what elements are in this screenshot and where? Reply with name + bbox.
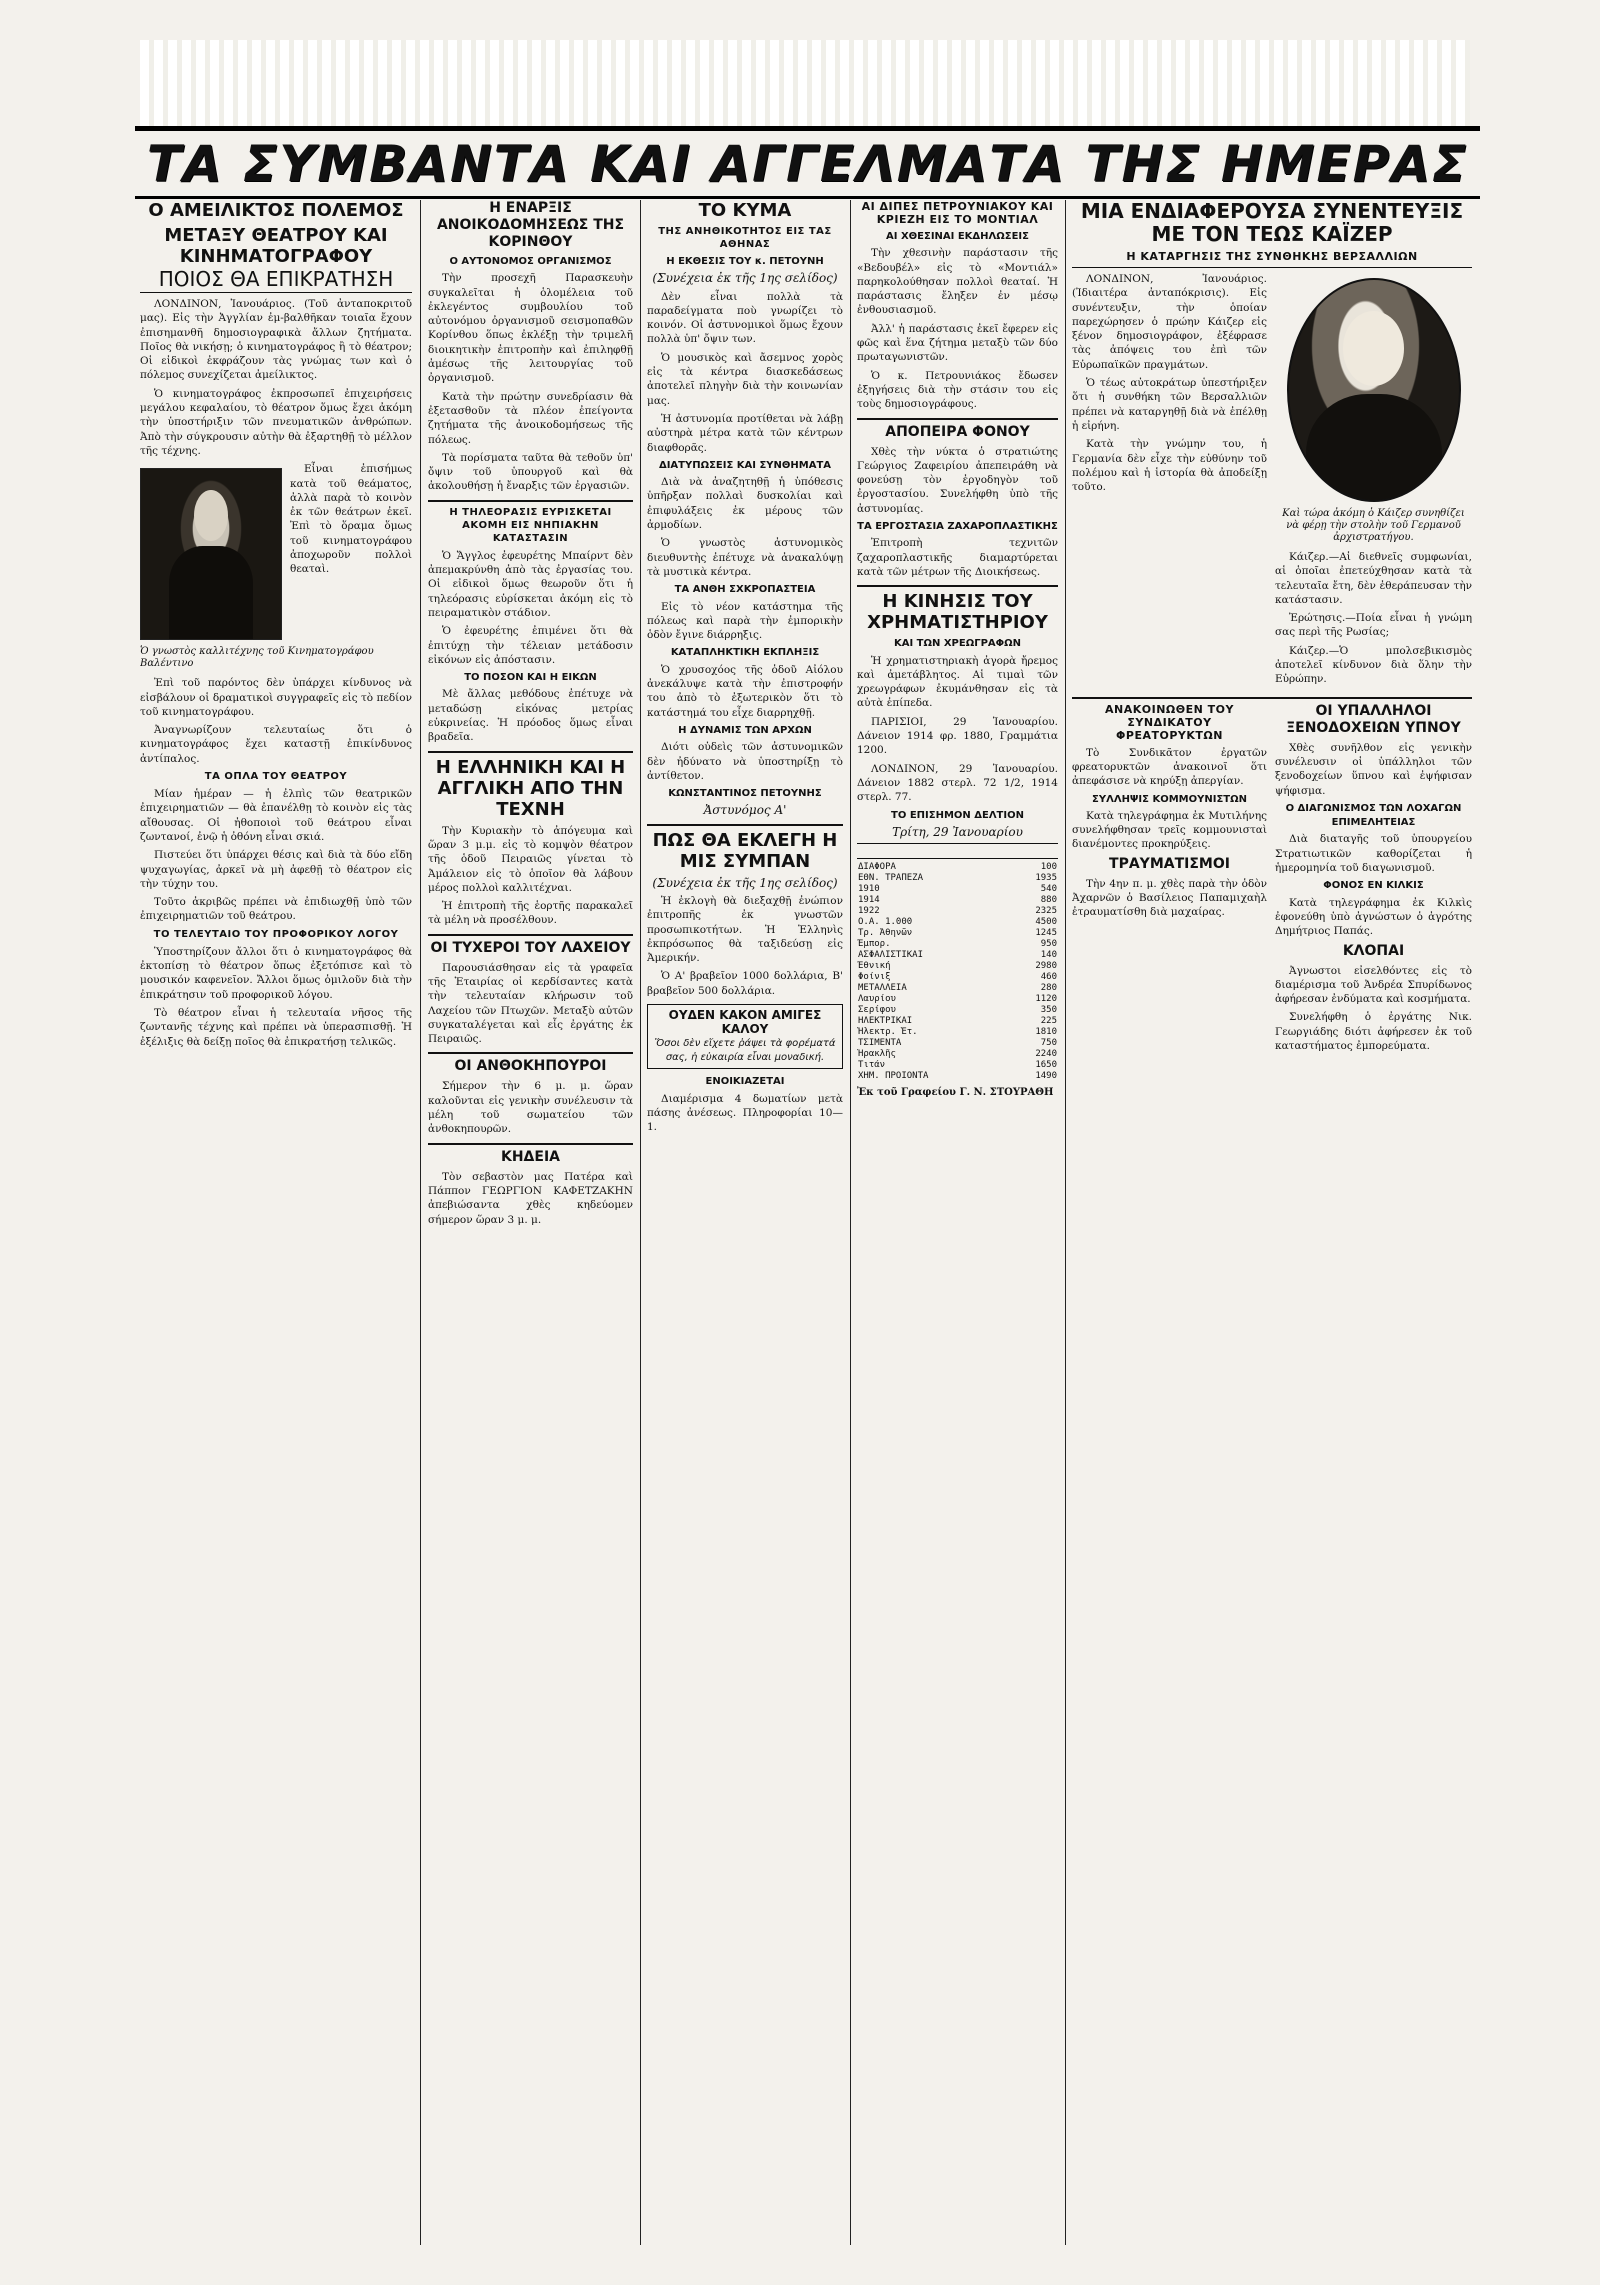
stock-price: 1935 — [1035, 873, 1057, 884]
article-paragraph: Δὲν εἶναι πολλὰ τὰ παραδείγματα ποὺ γνωρίζει τὸ κοινόν. Οἱ ἀστυνομικοὶ ὅμως ἔχουν πολλὰ ὑπ' ὄψιν των. — [647, 290, 843, 346]
continuation-note: (Συνέχεια ἐκ τῆς 1ης σελίδος) — [652, 271, 838, 286]
headline: ΑΝΑΚΟΙΝΩΘΕΝ ΤΟΥ ΣΥΝΔΙΚΑΤΟΥ ΦΡΕΑΤΟΡΥΚΤΩΝ — [1105, 702, 1234, 742]
article-paragraph: Ὁ Α' βραβεῖον 1000 δολλάρια, Β' βραβεῖον 500 δολλάρια. — [647, 970, 843, 997]
stock-price: 1490 — [1035, 1071, 1057, 1082]
headline: Η ΕΛΛΗΝΙΚΗ ΚΑΙ Η ΑΓΓΛΙΚΗ ΑΠΟ ΤΗΝ ΤΕΧΝΗ — [435, 756, 626, 820]
headline: ΟΙ ΥΠΑΛΛΗΛΟΙ ΞΕΝΟΔΟΧΕΙΩΝ ΥΠΝΟΥ — [1286, 702, 1461, 736]
headline: ΠΟΙΟΣ ΘΑ ΕΠΙΚΡΑΤΗΣΗ — [158, 267, 394, 291]
article-paragraph: Συνελήφθη ὁ ἐργάτης Νικ. Γεωργιάδης διότι ἀφήρεσεν ἐκ τοῦ καταστήματος ἐμπορεύματα. — [1275, 1011, 1472, 1053]
stock-row — [857, 994, 1058, 1005]
stock-price: 1120 — [1035, 994, 1057, 1005]
article-paragraph: ΠΑΡΙΣΙΟΙ, 29 Ἰανουαρίου. Δάνειον 1914 φρ. 1880, Γραμμάτια 1200. — [857, 715, 1058, 757]
article-paragraph: Ἡ ἐπιτροπὴ τῆς ἑορτῆς παρακαλεῖ τὰ μέλη νὰ προσέλθουν. — [428, 900, 633, 927]
signature-title: Ἀστυνόμος Α' — [703, 803, 787, 818]
stock-name: Σερίφου — [858, 1005, 896, 1016]
section-subheading: Η ΔΥΝΑΜΙΣ ΤΩΝ ΑΡΧΩΝ — [678, 724, 812, 736]
section-subheading: ΔΙΑΤΥΠΩΣΕΙΣ ΚΑΙ ΣΥΝΘΗΜΑΤΑ — [658, 459, 832, 471]
article-paragraph: Ὁ κινηματογράφος ἐκπροσωπεῖ ἐπιχειρήσεις μεγάλου κεφαλαίου, τὸ θέατρον ὅμως ἔχει ἀκόμη τὴν ὑποστήριξιν τῶν πνευματικῶν ἀνθρώπων. Ἀπὸ τὴν σύγκρουσιν αὐτὴν θὰ ἐξαρτηθῇ τὸ μέλλον τῆς τέχνης. — [140, 387, 412, 457]
article-paragraph: Τὴν προσεχῆ Παρασκευὴν συγκαλεῖται ἡ ὁλομέλεια τοῦ ἐκλεγέντος συμβουλίου τοῦ αὐτονόμου ὀργανισμοῦ σεισμοπαθῶν Κορίνθου ὅπως ἐκλέξῃ τὴν τριμελῆ διοικητικὴν ἐπιτροπὴν καὶ ἐπιληφθῇ ἀμέσως τῆς λειτουργίας τοῦ ὀργανισμοῦ. — [428, 272, 633, 385]
stock-name: 1914 — [858, 895, 880, 906]
stock-row — [857, 1060, 1058, 1071]
table-header-rule — [857, 843, 1058, 859]
stock-row — [857, 961, 1058, 972]
stock-price: 2325 — [1035, 906, 1057, 917]
article-paragraph: Ἐπὶ τοῦ παρόντος δὲν ὑπάρχει κίνδυνος νὰ εἰσβάλουν οἱ δραματικοὶ συγγραφεῖς εἰς τὸ πεδίον τοῦ κινηματογράφου. — [140, 677, 412, 718]
column-2 — [428, 200, 633, 2245]
article-paragraph: Πιστεύει ὅτι ὑπάρχει θέσις καὶ διὰ τὰ δύο εἴδη ψυχαγωγίας, ἀρκεῖ νὰ μὴ ἀφεθῇ τὸ θέατρον εἰς τὴν τύχην του. — [140, 849, 412, 890]
article-paragraph: Ἐρώτησις.—Ποία εἶναι ἡ γνώμη σας περὶ τῆς Ρωσίας; — [1275, 612, 1472, 639]
stock-row — [857, 1049, 1058, 1060]
stock-row — [857, 1016, 1058, 1027]
masthead-bottom-rule — [135, 196, 1480, 199]
article-paragraph: Τὴν χθεσινὴν παράστασιν τῆς «Βεδουβέλ» εἰς τὸ «Μοντιάλ» παρηκολούθησαν πολλοὶ θεαταί. Ἡ παράστασις ἔληξεν ἐν μέσῳ ἐνθουσιασμοῦ. — [857, 247, 1058, 317]
advertisement — [647, 1004, 843, 1069]
article-paragraph: Διὰ διαταγῆς τοῦ ὑπουργείου Στρατιωτικῶν καθορίζεται ἡ ἡμερομηνία τοῦ διαγωνισμοῦ. — [1275, 833, 1472, 875]
stock-name: Ἐμπορ. — [858, 939, 891, 950]
table-title: ΤΟ ΕΠΙΣΗΜΟΝ ΔΕΛΤΙΟΝ — [891, 809, 1024, 821]
stock-name: Τιτάν — [858, 1060, 886, 1071]
stock-price: 2980 — [1035, 961, 1057, 972]
stock-row — [857, 1071, 1058, 1082]
stock-row — [857, 917, 1058, 928]
stock-price: 4500 — [1035, 917, 1057, 928]
stock-price: 460 — [1040, 972, 1057, 983]
article-paragraph: Κάιζερ.—Ὁ μπολσεβικισμὸς ἀποτελεῖ κίνδυνον διὰ ὅλην τὴν Εὐρώπην. — [1275, 644, 1472, 686]
section-subheading: Ο ΑΥΤΟΝΟΜΟΣ ΟΡΓΑΝΙΣΜΟΣ — [449, 256, 612, 267]
article-paragraph: Κατὰ τὴν γνώμην του, ἡ Γερμανία δὲν εἶχε τὴν εὐθύνην τοῦ πολέμου καὶ ἡ ἱστορία θὰ ἀποδείξῃ τοῦτο. — [1072, 438, 1267, 494]
headline: ΚΗΔΕΙΑ — [500, 1148, 560, 1165]
section-subheading: ΣΥΛΛΗΨΙΣ ΚΟΜΜΟΥΝΙΣΤΩΝ — [1092, 793, 1247, 805]
article-paragraph: Κατὰ τηλεγράφημα ἐκ Μυτιλήνης συνελήφθησαν τρεῖς κομμουνισταὶ διανέμοντες προκηρύξεις. — [1072, 809, 1267, 851]
stock-price: 140 — [1040, 950, 1057, 961]
section-subheading: Η ΚΑΤΑΡΓΗΣΙΣ ΤΗΣ ΣΥΝΘΗΚΗΣ ΒΕΡΣΑΛΛΙΩΝ — [1126, 250, 1418, 263]
headline: Η ΚΙΝΗΣΙΣ ΤΟΥ ΧΡΗΜΑΤΙΣΤΗΡΙΟΥ — [867, 591, 1048, 634]
section-subheading: ΚΑΙ ΤΩΝ ΧΡΕΩΓΡΑΦΩΝ — [893, 638, 1022, 650]
stock-name: ΕΘΝ. ΤΡΑΠΕΖΑ — [858, 873, 924, 884]
stock-name: ΑΣΦΑΛΙΣΤΙΚΑΙ — [858, 950, 924, 961]
headline: ΑΠΟΠΕΙΡΑ ΦΟΝΟΥ — [885, 423, 1030, 440]
stock-name: 1922 — [858, 906, 880, 917]
column-4 — [857, 200, 1058, 2245]
article-paragraph: Χθὲς τὴν νύκτα ὁ στρατιώτης Γεώργιος Ζαφειρίου ἀπεπειράθη νὰ φονεύσῃ τὸν ἐργοδηγὸν τοῦ ἐργοστασίου. Συνελήφθη ὑπὸ τῆς ἀστυνομίας. — [857, 445, 1058, 515]
column-divider — [640, 200, 641, 2245]
stock-name: Τρ. Ἀθηνῶν — [858, 928, 913, 939]
article-paragraph: Ἀναγνωρίζουν τελευταίως ὅτι ὁ κινηματογράφος ἔχει καταστῇ ἐπικίνδυνος ἀντίπαλος. — [140, 724, 412, 765]
headline: ΤΗΣ ΑΝΗΘΙΚΟΤΗΤΟΣ ΕΙΣ ΤΑΣ ΑΘΗΝΑΣ — [658, 226, 832, 250]
signature: ΚΩΝΣΤΑΝΤΙΝΟΣ ΠΕΤΟΥΝΗΣ — [668, 788, 822, 800]
photo-caption: Ὁ γνωστὸς καλλιτέχνης τοῦ Κινηματογράφου Βαλέντινο — [140, 646, 374, 670]
stock-row — [857, 1027, 1058, 1038]
stock-price: 350 — [1040, 1005, 1057, 1016]
article-paragraph: ΛΟΝΔΙΝΟΝ, Ἰανουάριος. (Τοῦ ἀνταποκριτοῦ μας). Εἰς τὴν Ἀγγλίαν ἐμ-βαλθῆκαν τοιαῖα ἔχουν ἐπισημανθῆ δημοσιογραφικὰ ἄλλων ζητήματα. Ποῖος θὰ νικήσῃ; ὁ κινηματογράφος ἢ τὸ θέατρον; Οἱ εἰδικοὶ ἐκφράζουν τὰς γνώμας των καὶ ὁ πόλεμος συνεχίζεται ἀμείλικτος. — [140, 298, 412, 382]
article-paragraph: Σήμερον τὴν 6 μ. μ. ὥραν καλοῦνται εἰς γενικὴν συνέλευσιν τὰ μέλη τοῦ σωματείου τῶν ἀνθοκηπουρῶν. — [428, 1080, 633, 1136]
headline: ΚΛΟΠΑΙ — [1342, 942, 1405, 959]
stock-price: 950 — [1040, 939, 1057, 950]
stock-row — [857, 1005, 1058, 1016]
stock-name: Φοίνιξ — [858, 972, 891, 983]
classified-text: Διαμέρισμα 4 δωματίων μετὰ πάσης ἀνέσεως. Πληροφορίαι 10—1. — [647, 1092, 843, 1134]
article-paragraph: Εἶναι ἐπισήμως κατὰ τοῦ θεάματος, ἀλλὰ παρὰ τὸ κοινὸν ἐκ τῶν θεάτρων ἐκεῖ. Ἐπὶ τὸ ὅραμα ὅμως τοῦ κινηματογράφου ἀποχωροῦν πολλοὶ θεαταὶ. — [290, 463, 412, 576]
section-subheading: ΤΟ ΠΟΣΟΝ ΚΑΙ Η ΕΙΚΩΝ — [464, 672, 597, 684]
article-paragraph: Εἰς τὸ νέον κατάστημα τῆς πόλεως καὶ παρὰ τὴν ἐμπορικὴν ὁδὸν ἔγινε διάρρηξις. — [647, 600, 843, 642]
article-paragraph: Ὁ γνωστὸς ἀστυνομικὸς διευθυντὴς ἐπέτυχε νὰ ἀνακαλύψῃ τὰ μυστικὰ κέντρα. — [647, 537, 843, 578]
stock-price: 1810 — [1035, 1027, 1057, 1038]
stock-name: Ἐθνική — [858, 961, 891, 972]
section-subheading: Η ΕΚΘΕΣΙΣ ΤΟΥ κ. ΠΕΤΟΥΝΗ — [666, 256, 824, 267]
section-subheading: ΚΑΤΑΠΛΗΚΤΙΚΗ ΕΚΠΛΗΞΙΣ — [670, 647, 820, 659]
portrait-oval-photo — [1287, 278, 1461, 502]
headline: ΑΙ ΔΙΠΕΣ ΠΕΤΡΟΥΝΙΑΚΟΥ ΚΑΙ ΚΡΙΕΖΗ ΕΙΣ ΤΟ ΜΟΝΤΙΑΛ — [861, 200, 1054, 226]
ad-text: Ὅσοι δὲν εἴχετε ῥάψει τὰ φορέματά σας, ἡ εὐκαιρία εἶναι μοναδική. — [654, 1037, 836, 1063]
column-divider — [850, 200, 851, 2245]
stock-table — [857, 862, 1058, 1082]
ad-headline: ΟΥΔΕΝ ΚΑΚΟΝ ΑΜΙΓΕΣ ΚΑΛΟΥ — [668, 1008, 822, 1037]
stock-price: 750 — [1040, 1038, 1057, 1049]
article-paragraph: Ἡ ἀστυνομία προτίθεται νὰ λάβῃ αὐστηρὰ μέτρα κατὰ τῶν κέντρων διαφθορᾶς. — [647, 412, 843, 454]
stock-price: 540 — [1040, 884, 1057, 895]
article-paragraph: Παρουσιάσθησαν εἰς τὰ γραφεῖα τῆς Ἑταιρίας οἱ κερδίσαντες κατὰ τὴν τελευταίαν κλήρωσιν τοῦ Λαχείου τῶν Πτωχῶν. Μεταξὺ αὐτῶν συγκαταλέγεται καὶ εἷς ἐργάτης ἐκ Πειραιῶς. — [428, 961, 633, 1046]
stock-name: ΔΙΑΦΟΡΑ — [858, 862, 896, 873]
article-paragraph: Διότι οὐδεὶς τῶν ἀστυνομικῶν δὲν ἠδύνατο νὰ ὑποστηρίξῃ τὸ ἀντίθετον. — [647, 741, 843, 782]
column-5 — [1072, 200, 1472, 2245]
article-paragraph: Τὸ θέατρον εἶναι ἡ τελευταία νῆσος τῆς ζωντανῆς τέχνης καὶ πρέπει νὰ ὑπερασπισθῇ. Ἡ ἐξέλιξις θὰ δείξῃ ποῖος θὰ ἐπικρατήσῃ τελικῶς. — [140, 1006, 412, 1048]
stock-price: 880 — [1040, 895, 1057, 906]
article-paragraph: Τὴν Κυριακὴν τὸ ἀπόγευμα καὶ ὥραν 3 μ.μ. εἰς τὸ κομψὸν θέατρον τῆς ὁδοῦ Πειραιῶς γίνεται τὸ Ἀμάλειον εἰς τὸ ὁποῖον θὰ λάβουν μέρος πολλοὶ καλλιτέχναι. — [428, 824, 633, 894]
headline: ΟΙ ΑΝΘΟΚΗΠΟΥΡΟΙ — [454, 1058, 607, 1075]
stock-price: 1650 — [1035, 1060, 1057, 1071]
stock-name: ΗΛΕΚΤΡΙΚΑΙ — [858, 1016, 913, 1027]
stock-row — [857, 950, 1058, 961]
headline: ΤΡΑΥΜΑΤΙΣΜΟΙ — [1109, 855, 1230, 872]
stock-name: 1910 — [858, 884, 880, 895]
article-paragraph: Κάιζερ.—Αἱ διεθνεῖς συμφωνίαι, αἱ ὁποῖαι ἐπετεύχθησαν κατὰ τὰ τελευταῖα ἔτη, δὲν ἐθεράπευσαν τὴν κατάστασιν. — [1275, 551, 1472, 606]
stock-price: 2240 — [1035, 1049, 1057, 1060]
stock-row — [857, 928, 1058, 939]
article-paragraph: Ἀλλ' ἡ παράστασις ἐκεῖ ἔφερεν εἰς φῶς καὶ ἕνα ζήτημα μεταξὺ τῶν δύο πρωταγωνιστῶν. — [857, 322, 1058, 364]
column-divider — [420, 200, 421, 2245]
headline: ΟΙ ΤΥΧΕΡΟΙ ΤΟΥ ΛΑΧΕΙΟΥ — [430, 939, 631, 956]
stock-name: ΤΣΙΜΕΝΤΑ — [858, 1038, 902, 1049]
section-subheading: ΤΑ ΕΡΓΟΣΤΑΣΙΑ ΖΑΧΑΡΟΠΛΑΣΤΙΚΗΣ — [857, 521, 1058, 533]
stock-price: 1245 — [1035, 928, 1057, 939]
stock-name: ΧΗΜ. ΠΡΟΪΟΝΤΑ — [858, 1071, 929, 1082]
stock-row — [857, 939, 1058, 950]
article-paragraph: Ὁ ἐφευρέτης ἐπιμένει ὅτι θὰ ἐπιτύχῃ τὴν τέλειαν μετάδοσιν εἰκόνων εἰς ἀπόστασιν. — [428, 625, 633, 666]
article-paragraph: ΛΟΝΔΙΝΟΝ, Ἰανουάριος. (Ἰδιαιτέρα ἀνταπόκρισις). Εἰς συνέντευξιν, τὴν ὁποίαν παρεχώρησεν ὁ πρώην Κάιζερ εἰς ξένον δημοσιογράφον, ἐξέφρασε τὰς ἀπόψεις του ἐπὶ τῶν Εὐρωπαϊκῶν πραγμάτων. — [1072, 273, 1267, 371]
stock-price: 225 — [1040, 1016, 1057, 1027]
classified-heading: ΕΝΟΙΚΙΑΖΕΤΑΙ — [705, 1076, 785, 1088]
article-paragraph: Χθὲς συνῆλθον εἰς γενικὴν συνέλευσιν οἱ ὑπάλληλοι τῶν ξενοδοχείων ὕπνου καὶ ἐψήφισαν ψήφισμα. — [1275, 741, 1472, 797]
article-paragraph: Διὰ νὰ ἀναζητηθῇ ἡ ὑπόθεσις ὑπῆρξαν πολλαὶ δυσκολίαι καὶ ἐπιφυλάξεις ἐκ μέρους τῶν ἀρμοδίων. — [647, 476, 843, 532]
headline: Η ΕΝΑΡΞΙΣ ΑΝΟΙΚΟΔΟΜΗΣΕΩΣ ΤΗΣ ΚΟΡΙΝΘΟΥ — [436, 200, 625, 250]
column-divider — [1065, 200, 1066, 2245]
article-paragraph: Ὁ Ἄγγλος ἐφευρέτης Μπαίρντ δὲν ἀπεμακρύνθη ἀπὸ τὰς ἐργασίας του. Οἱ εἰδικοὶ ὅμως θεωροῦν ὅτι ἡ τηλεόρασις εὑρίσκεται ἀκόμη εἰς τὸ πειραματικὸν στάδιον. — [428, 549, 633, 619]
funeral-notice: Τὸν σεβαστὸν μας Πατέρα καὶ Πάππον ΓΕΩΡΓΙΟΝ ΚΑΦΕΤΖΑΚΗΝ ἀπεβιώσαντα χθὲς κηδεύομεν σήμερον ὥραν 3 μ. μ. — [428, 1170, 633, 1226]
article-paragraph: Ὁ χρυσοχόος τῆς ὁδοῦ Αἰόλου ἀνεκάλυψε κατὰ τὴν ἐπιστροφήν του ἀπὸ τὸ ἐξωτερικὸν ὅτι τὸ κατάστημά του εἶχε διαρρηχθῇ. — [647, 663, 843, 719]
stock-source: Ἐκ τοῦ Γραφείου Γ. Ν. ΣΤΟΥΡΑΘΗ — [857, 1087, 1054, 1099]
stock-row — [857, 983, 1058, 994]
article-paragraph: Τὰ πορίσματα ταῦτα θὰ τεθοῦν ὑπ' ὄψιν τοῦ ὑπουργοῦ καὶ θὰ ἀκολουθήσῃ ἡ ἔναρξις τῶν ἐργασιῶν. — [428, 451, 633, 493]
photo-caption: Καὶ τώρα ἀκόμη ὁ Κάιζερ συνηθίζει νὰ φέρῃ τὴν στολὴν τοῦ Γερμανοῦ ἀρχιστρατήγου. — [1282, 508, 1465, 543]
article-paragraph: Ἡ ἐκλογὴ θὰ διεξαχθῇ ἐνώπιον ἐπιτροπῆς ἐκ γνωστῶν προσωπικοτήτων. Ἡ Ἑλληνὶς ἐκπρόσωπος θὰ ταξιδεύσῃ εἰς Ἀμερικήν. — [647, 894, 843, 965]
headline: ΜΕΤΑΞΥ ΘΕΑΤΡΟΥ ΚΑΙ ΚΙΝΗΜΑΤΟΓΡΑΦΟΥ — [164, 225, 388, 267]
article-paragraph: Τὴν 4ην π. μ. χθὲς παρὰ τὴν ὁδὸν Ἀχαρνῶν ὁ Βασίλειος Παπαμιχαὴλ ἐτραυματίσθη διὰ μαχαίρας. — [1072, 877, 1267, 919]
section-subheading: ΤΑ ΟΠΛΑ ΤΟΥ ΘΕΑΤΡΟΥ — [204, 771, 348, 783]
article-paragraph: Ἐπιτροπὴ τεχνιτῶν ζαχαροπλαστικῆς διαμαρτύρεται κατὰ τῶν μέτρων τῆς Διοικήσεως. — [857, 537, 1058, 578]
section-subheading: ΦΟΝΟΣ ΕΝ ΚΙΛΚΙΣ — [1323, 880, 1424, 892]
article-paragraph: Τὸ Συνδικᾶτον ἐργατῶν φρεατορυκτῶν ἀνακοινοῖ ὅτι ἀπεφάσισε νὰ κηρύξῃ ἀπεργίαν. — [1072, 746, 1267, 788]
stock-row — [857, 873, 1058, 884]
stock-name: Ο.Α. 1.000 — [858, 917, 913, 928]
article-paragraph: ΛΟΝΔΙΝΟΝ, 29 Ἰανουαρίου. Δάνειον 1882 στερλ. 72 1/2, 1914 στερλ. 77. — [857, 762, 1058, 804]
headline: Η ΤΗΛΕΟΡΑΣΙΣ ΕΥΡΙΣΚΕΤΑΙ ΑΚΟΜΗ ΕΙΣ ΝΗΠΙΑΚΗΝ ΚΑΤΑΣΤΑΣΙΝ — [449, 506, 612, 544]
article-paragraph: Ἡ χρηματιστηριακὴ ἀγορὰ ἤρεμος καὶ ἀμετάβλητος. Αἱ τιμαὶ τῶν χρεωγράφων ἐκυμάνθησαν εἰς τὰ αὐτὰ ἐπίπεδα. — [857, 654, 1058, 710]
article-paragraph: Ὁ κ. Πετρουνιάκος ἔδωσεν ἐξηγήσεις διὰ τὴν στάσιν του εἰς τοὺς δημοσιογράφους. — [857, 369, 1058, 411]
stock-row — [857, 906, 1058, 917]
continuation-note: (Συνέχεια ἐκ τῆς 1ης σελίδος) — [652, 875, 838, 890]
stock-name: Ἥρακλῆς — [858, 1049, 896, 1060]
article-paragraph: Κατὰ τηλεγράφημα ἐκ Κιλκὶς ἐφονεύθη ὑπὸ ἀγνώστων ὁ ἀγρότης Δημήτριος Παπάς. — [1275, 896, 1472, 938]
stock-name: ΜΕΤΑΛΛΕΙΑ — [858, 983, 907, 994]
stock-row — [857, 895, 1058, 906]
article-paragraph: Μὲ ἄλλας μεθόδους ἐπέτυχε νὰ μεταδώσῃ εἰκόνας μετρίας εὐκρινείας. Ἡ πρόοδος ὅμως εἶναι βραδεῖα. — [428, 688, 633, 744]
stock-row — [857, 1038, 1058, 1049]
article-paragraph: Μίαν ἡμέραν — ἡ ἐλπὶς τῶν θεατρικῶν ἐπιχειρηματιῶν — θὰ ἐπανέλθῃ τὸ κοινὸν εἰς τὰς αἴθουσας. Οἱ ἠθοποιοὶ τοῦ θεάτρου εἶναι ζωντανοί, ἐνῷ ἡ ὀθόνη εἶναι σκιά. — [140, 788, 412, 843]
article-paragraph: Ὁ τέως αὐτοκράτωρ ὑπεστήριξεν ὅτι ἡ συνθήκη τῶν Βερσαλλιῶν πρέπει νὰ καταργηθῇ διὰ νὰ ἐπέλθῃ ἡ εἰρήνη. — [1072, 377, 1267, 432]
column-3 — [647, 200, 843, 2245]
article-paragraph: Ὑποστηρίζουν ἄλλοι ὅτι ὁ κινηματογράφος θὰ ἐκτοπίσῃ τὸ θέατρον ὅπως ἐξετόπισε καὶ τὸ μουσικόν καφενεῖον. Ἄλλοι ὅμως ὁμιλοῦν διὰ τὴν ἐπικράτησιν τοῦ προφορικοῦ λόγου. — [140, 945, 412, 1001]
section-subheading: ΤΟ ΤΕΛΕΥΤΑΙΟ ΤΟΥ ΠΡΟΦΟΡΙΚΟΥ ΛΟΓΟΥ — [153, 928, 399, 940]
section-subheading: ΤΑ ΑΝΘΗ ΣΧΚΡΟΠΑΣΤΕΙΑ — [674, 584, 816, 596]
stock-row — [857, 972, 1058, 983]
stock-price: 280 — [1040, 983, 1057, 994]
headline: Ο ΑΜΕΙΛΙΚΤΟΣ ΠΟΛΕΜΟΣ — [148, 200, 404, 221]
headline: ΜΙΑ ΕΝΔΙΑΦΕΡΟΥΣΑ ΣΥΝΕΝΤΕΥΞΙΣ ΜΕ ΤΟΝ ΤΕΩΣ ΚΑΪΖΕΡ — [1080, 200, 1464, 246]
stock-name: Ἡλεκτρ. Ἑτ. — [858, 1027, 918, 1038]
stock-row — [857, 884, 1058, 895]
section-subheading: Ο ΔΙΑΓΩΝΙΣΜΟΣ ΤΩΝ ΛΟΧΑΓΩΝ ΕΠΙΜΕΛΗΤΕΙΑΣ — [1285, 802, 1462, 829]
article-paragraph: Ὁ μουσικὸς καὶ ἄσεμνος χορὸς εἰς τὰ κέντρα διασκεδάσεως ἀποτελεῖ πληγὴν διὰ τὴν κοινωνίαν μας. — [647, 351, 843, 407]
masthead-title: ΤΑ ΣΥΜΒΑΝΤΑ ΚΑΙ ΑΓΓΕΛΜΑΤΑ ΤΗΣ ΗΜΕΡΑΣ — [146, 135, 1469, 193]
stock-row — [857, 862, 1058, 873]
stock-price: 100 — [1040, 862, 1057, 873]
article-paragraph: Τοῦτο ἀκριβῶς πρέπει νὰ ἐπιδιωχθῇ ὑπὸ τῶν ἐπιχειρηματιῶν τοῦ θεάτρου. — [140, 896, 412, 923]
article-paragraph: Κατὰ τὴν πρώτην συνεδρίασιν θὰ ἐξετασθοῦν τὰ πλέον ἐπείγοντα ζητήματα τῆς ἀνοικοδομήσεως τῆς πόλεως. — [428, 390, 633, 446]
section-subheading: ΑΙ ΧΘΕΣΙΝΑΙ ΕΚΔΗΛΩΣΕΙΣ — [886, 231, 1029, 242]
article-paragraph: Ἀγνωστοι εἰσελθόντες εἰς τὸ διαμέρισμα τοῦ Ἀνδρέα Σπυρίδωνος ἀφήρεσαν ἐνδύματα καὶ κοσμήματα. — [1275, 964, 1472, 1006]
stock-name: Λαυρίου — [858, 994, 896, 1005]
headline: ΤΟ ΚΥΜΑ — [698, 200, 792, 221]
headline: ΠΩΣ ΘΑ ΕΚΛΕΓΗ Η ΜΙΣ ΣΥΜΠΑΝ — [652, 829, 838, 872]
torn-header-strip — [140, 40, 1470, 131]
table-date: Τρίτη, 29 Ἰανουαρίου — [892, 824, 1023, 839]
portrait-photo — [140, 468, 282, 640]
column-1 — [140, 200, 412, 2245]
